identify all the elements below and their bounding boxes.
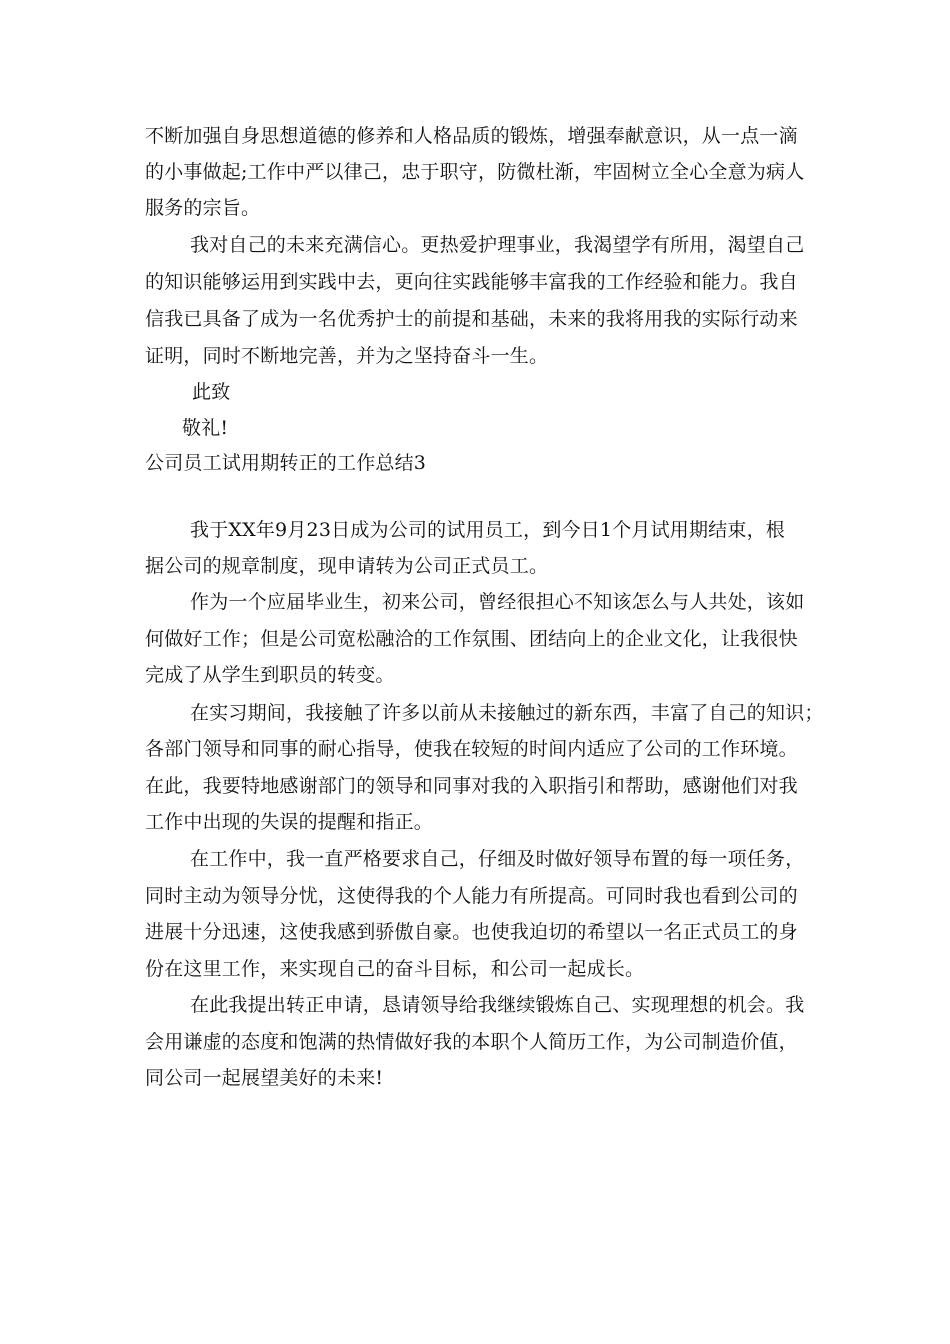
- paragraph-line: 在此，我要特地感谢部门的领导和同事对我的入职指引和帮助，感谢他们对我: [145, 775, 798, 797]
- salutation-line: 此致: [192, 381, 231, 403]
- paragraph-line: 信我已具备了成为一名优秀护士的前提和基础，未来的我将用我的实际行动来: [145, 308, 798, 330]
- paragraph-line: 同时主动为领导分忧，这使得我的个人能力有所提高。可同时我也看到公司的: [145, 885, 798, 907]
- paragraph-line: 工作中出现的失误的提醒和指正。: [145, 811, 434, 833]
- paragraph-line: 作为一个应届毕业生，初来公司，曾经很担心不知该怎么与人共处，该如: [190, 591, 805, 613]
- paragraph-line: 完成了从学生到职员的转变。: [145, 664, 395, 686]
- paragraph-line: 不断加强自身思想道德的修养和人格品质的锻炼，增强奉献意识，从一点一滴: [145, 125, 798, 147]
- section-title: 公司员工试用期转正的工作总结3: [145, 452, 427, 474]
- paragraph-line: 各部门领导和同事的耐心指导，使我在较短的时间内适应了公司的工作环境。: [145, 738, 798, 760]
- paragraph-line: 在工作中，我一直严格要求自己，仔细及时做好领导布置的每一项任务，: [190, 848, 805, 870]
- paragraph-line: 同公司一起展望美好的未来!: [145, 1067, 384, 1089]
- salutation-line: 敬礼!: [182, 417, 229, 439]
- paragraph-line: 的小事做起;工作中严以律己，忠于职守，防微杜渐，牢固树立全心全意为病人: [145, 161, 805, 183]
- paragraph-line: 证明，同时不断地完善，并为之坚持奋斗一生。: [145, 345, 549, 367]
- paragraph-line: 我对自己的未来充满信心。更热爱护理事业，我渴望学有所用，渴望自己: [190, 234, 805, 256]
- paragraph-line: 我于XX年9月23日成为公司的试用员工，到今日1个月试用期结束，根: [190, 519, 786, 541]
- paragraph-line: 的知识能够运用到实践中去，更向往实践能够丰富我的工作经验和能力。我自: [145, 271, 798, 293]
- paragraph-line: 据公司的规章制度，现申请转为公司正式员工。: [145, 555, 549, 577]
- paragraph-line: 在实习期间，我接触了许多以前从未接触过的新东西，丰富了自己的知识；: [190, 702, 824, 724]
- paragraph-line: 在此我提出转正申请，恳请领导给我继续锻炼自己、实现理想的机会。我: [190, 994, 805, 1016]
- paragraph-line: 会用谦虚的态度和饱满的热情做好我的本职个人简历工作，为公司制造价值，: [145, 1031, 798, 1053]
- paragraph-line: 份在这里工作，来实现自己的奋斗目标，和公司一起成长。: [145, 958, 645, 980]
- paragraph-line: 进展十分迅速，这使我感到骄傲自豪。也使我迫切的希望以一名正式员工的身: [145, 921, 798, 943]
- paragraph-line: 服务的宗旨。: [145, 197, 261, 219]
- paragraph-line: 何做好工作；但是公司宽松融洽的工作氛围、团结向上的企业文化，让我很快: [145, 628, 798, 650]
